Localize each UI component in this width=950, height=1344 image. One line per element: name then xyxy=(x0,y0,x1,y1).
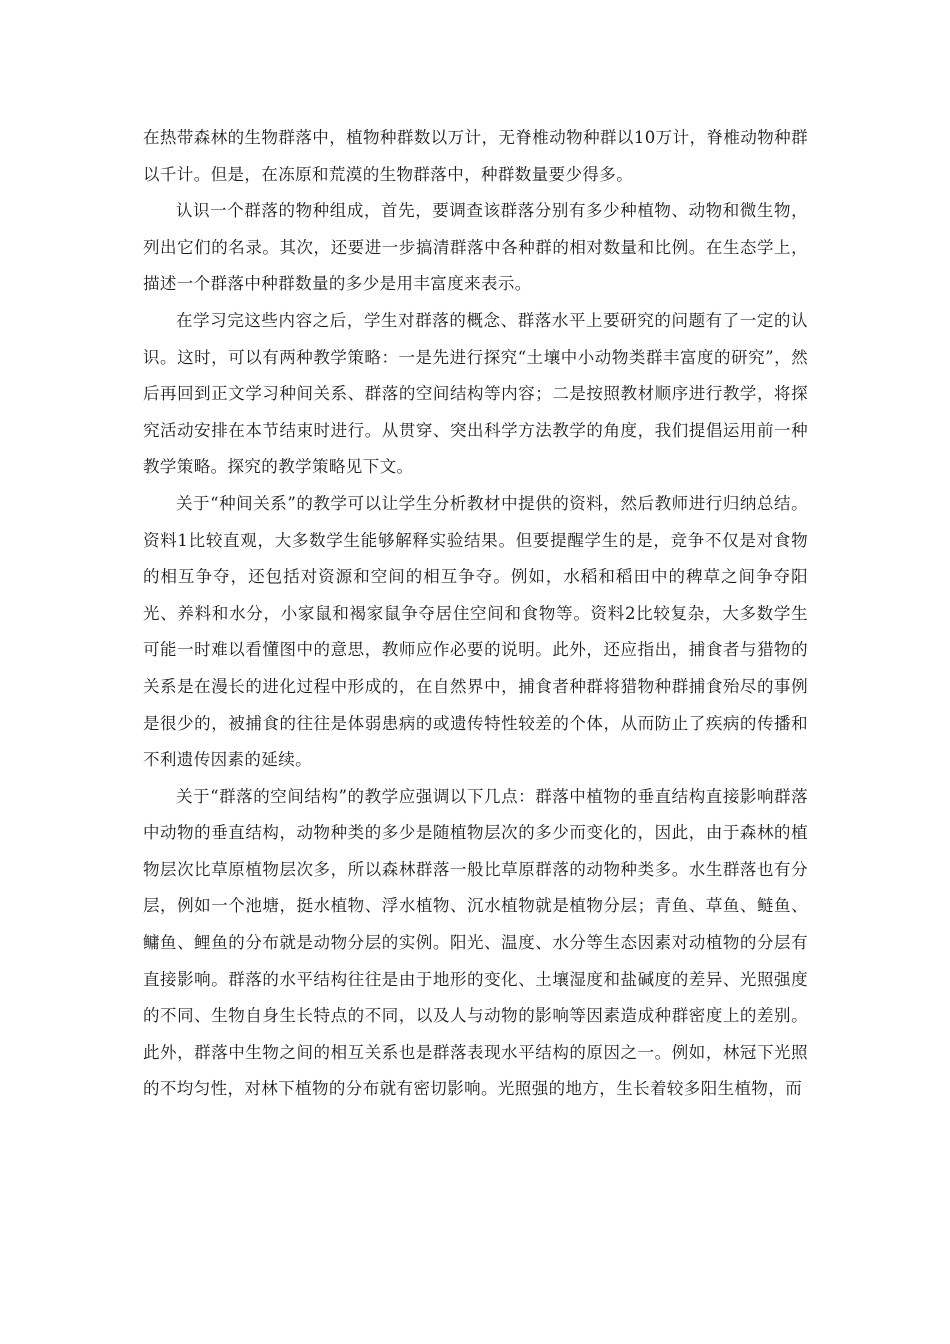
paragraph-interspecific-relations: 关于“种间关系”的教学可以让学生分析教材中提供的资料，然后教师进行归纳总结。资料1比较直观，大多数学生能够解释实验结果。但要提醒学生的是，竞争不仅是对食物的相互争夺，还包括对资源和空间的相互争夺。例如，水稻和稻田中的稗草之间争夺阳光、养料和水分，小家鼠和褐家鼠争夺居住空间和食物等。资料2比较复杂，大多数学生可能一时难以看懂图中的意思，教师应作必要的说明。此外，还应指出，捕食者与猎物的关系是在漫长的进化过程中形成的，在自然界中，捕食者种群将猎物种群捕食殆尽的事例是很少的，被捕食的往往是体弱患病的或遗传特性较差的个体，从而防止了疾病的传播和不利遗传因素的延续。 xyxy=(143,493,808,770)
paragraph-species-counts: 在热带森林的生物群落中，植物种群数以万计，无脊椎动物种群以10万计，脊椎动物种群以千计。但是，在冻原和荒漠的生物群落中，种群数量要少得多。 xyxy=(143,128,808,184)
document-body xyxy=(143,120,808,1108)
paragraph-community-composition: 认识一个群落的物种组成，首先，要调查该群落分别有多少种植物、动物和微生物，列出它们的名录。其次，还要进一步搞清群落中各种群的相对数量和比例。在生态学上，描述一个群落中种群数量的多少是用丰富度来表示。 xyxy=(143,201,808,294)
paragraph-teaching-strategy: 在学习完这些内容之后，学生对群落的概念、群落水平上要研究的问题有了一定的认识。这时，可以有两种教学策略：一是先进行探究“土壤中小动物类群丰富度的研究”，然后再回到正文学习种间关系、群落的空间结构等内容；二是按照教材顺序进行教学，将探究活动安排在本节结束时进行。从贯穿、突出科学方法教学的角度，我们提倡运用前一种教学策略。探究的教学策略见下文。 xyxy=(143,310,808,477)
paragraph-spatial-structure: 关于“群落的空间结构”的教学应强调以下几点：群落中植物的垂直结构直接影响群落中动物的垂直结构，动物种类的多少是随植物层次的多少而变化的，因此，由于森林的植物层次比草原植物层次多，所以森林群落一般比草原群落的动物种类多。水生群落也有分层，例如一个池塘，挺水植物、浮水植物、沉水植物就是植物分层；青鱼、草鱼、鲢鱼、鳙鱼、鲤鱼的分布就是动物分层的实例。阳光、温度、水分等生态因素对动植物的分层有直接影响。群落的水平结构往往是由于地形的变化、土壤湿度和盐碱度的差异、光照强度的不同、生物自身生长特点的不同，以及人与动物的影响等因素造成种群密度上的差别。此外，群落中生物之间的相互关系也是群落表现水平结构的原因之一。例如，林冠下光照的不均匀性，对林下植物的分布就有密切影响。光照强的地方，生长着较多阳生植物，而 xyxy=(143,786,808,1099)
